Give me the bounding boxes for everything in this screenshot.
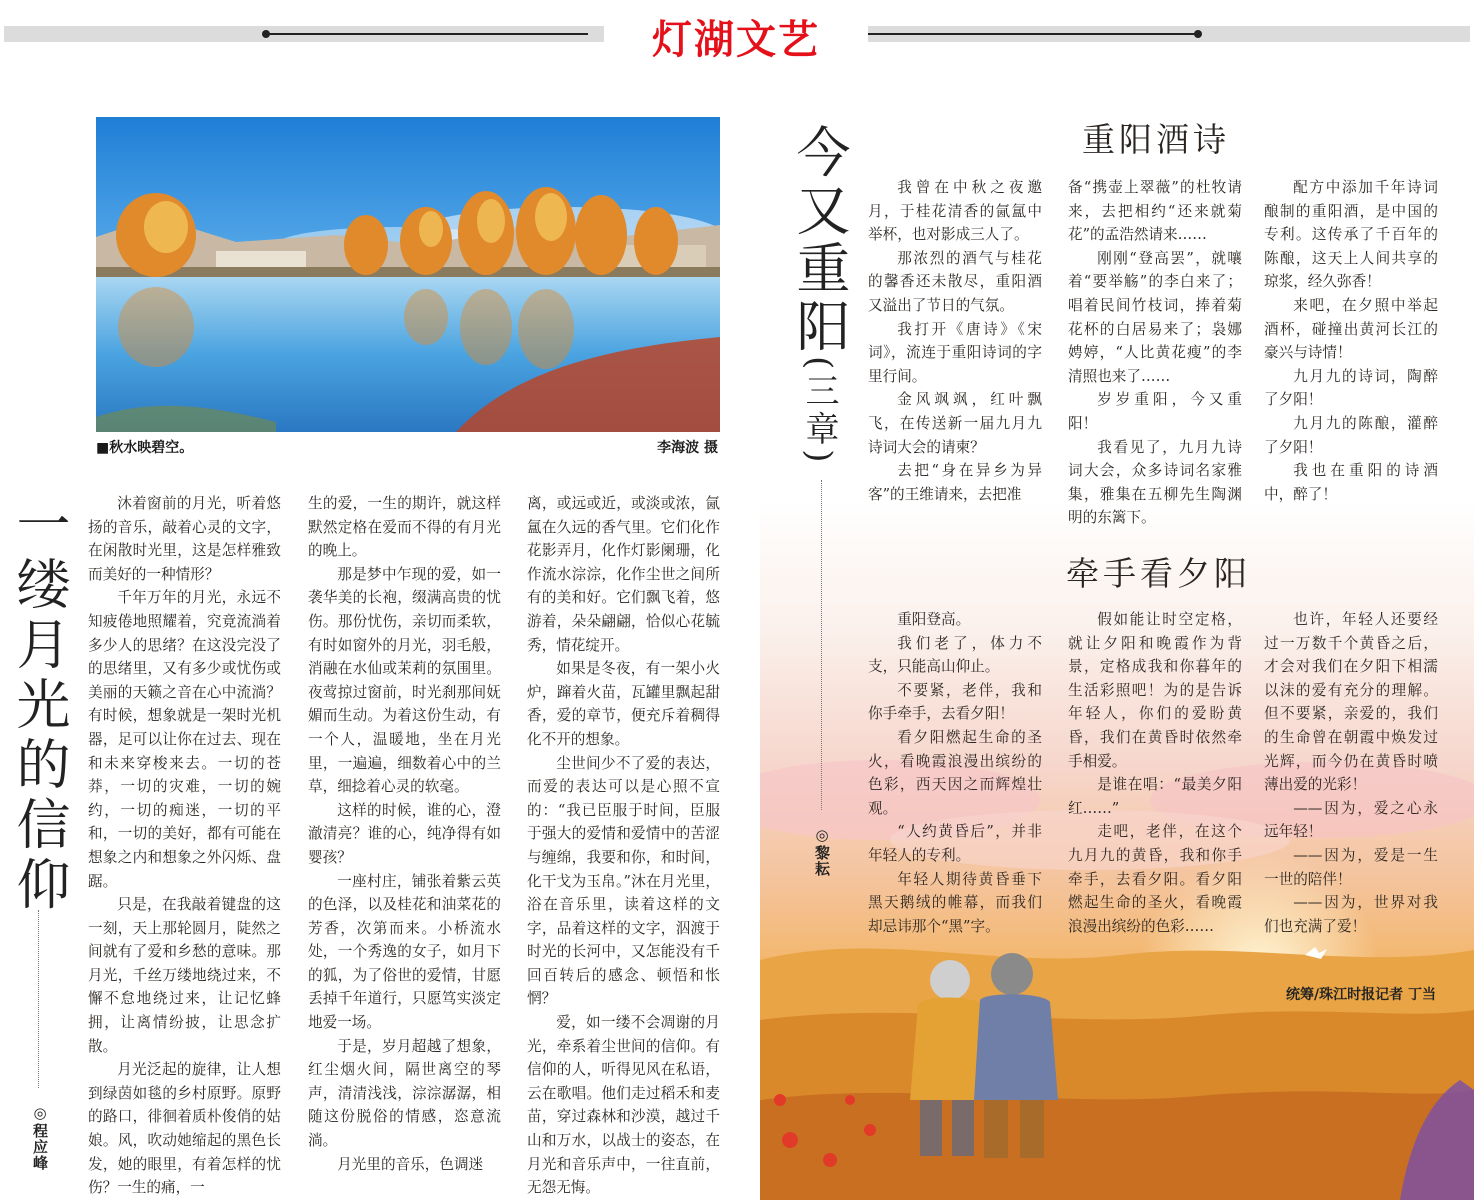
paragraph: 月光泛起的旋律，让人想到绿茵如毯的乡村原野。原野的路口，徘徊着质朴俊俏的姑娘。风，吹动她缩起的黑色长发，她的眼里，有着怎样的忧伤？一生的痛，一 bbox=[88, 1061, 281, 1197]
paragraph: 我看见了，九月九诗词大会，众多诗词名家雅集，雅集在五柳先生陶渊明的东篱下。 bbox=[1068, 438, 1242, 527]
poem1-column-3 bbox=[1264, 176, 1438, 506]
paragraph: 只是，在我敲着键盘的这一刻，天上那轮圆月，陡然之间就有了爱和乡愁的意味。那月光，千丝万缕地绕过来，不懈不怠地绕过来，让记忆蜂拥，让离情纷披，让思念扩散。 bbox=[88, 896, 281, 1055]
poem1-column-1 bbox=[868, 176, 1042, 506]
article1-column-1 bbox=[88, 492, 281, 1200]
paragraph: 去把“身在异乡为异客”的王维请来，去把准 bbox=[868, 462, 1042, 503]
paragraph: 我曾在中秋之夜邀月，于桂花清香的氤氲中举杯，也对影成三人了。 bbox=[868, 179, 1042, 244]
paragraph: 如果是冬夜，有一架小火炉，蹿着火苗，瓦罐里飘起甜香，爱的章节，便充斥着稠得化不开的想象。 bbox=[527, 660, 720, 748]
paragraph: 假如能让时空定格，就让夕阳和晚霞作为背景，定格成我和你暮年的生活彩照吧！为的是告诉年轻人，你们的爱盼黄昏，我们在黄昏时依然牵手相爱。 bbox=[1068, 611, 1242, 770]
paragraph: 是谁在唱：“最美夕阳红……” bbox=[1068, 776, 1242, 817]
poem2-column-2 bbox=[1068, 608, 1242, 938]
paragraph: 来吧，在夕照中举起酒杯，碰撞出黄河长江的豪兴与诗情！ bbox=[1264, 296, 1438, 362]
article1-column-3 bbox=[527, 492, 720, 1200]
article1-divider bbox=[38, 910, 39, 1088]
photo-caption: ■秋水映碧空。 bbox=[96, 440, 194, 456]
paragraph: 这样的时候，谁的心，澄澈清亮？谁的心，纯净得有如婴孩？ bbox=[308, 801, 501, 866]
article1-title: 一缕月光的信仰 bbox=[8, 496, 71, 916]
paragraph: 尘世间少不了爱的表达，而爱的表达可以是心照不宣的：“我已臣服于时间，臣服于强大的爱情和爱情中的苦涩与缠绵，我要和你，和时间，化干戈为玉帛。”沐在月光里，浴在音乐里，读着这样的文字，品着这样的文字，泅渡于时光的长河中，又怎能没有千回百转后的感念、顿悟和怅惘？ bbox=[527, 754, 720, 1008]
paragraph: 年轻人期待黄昏垂下黑天鹅绒的帷幕，而我们却忌讳那个“黑”字。 bbox=[868, 870, 1042, 935]
poem2-column-1 bbox=[868, 608, 1042, 938]
paragraph: 配方中添加千年诗词酿制的重阳酒，是中国的专利。这传承了千百年的陈酿，这天上人间共享的琼浆，经久弥香！ bbox=[1264, 179, 1438, 291]
article2-author: ◎黎耘 bbox=[813, 826, 831, 877]
article1-column-2 bbox=[308, 492, 501, 1176]
paragraph: 走吧，老伴，在这个九月九的黄昏，我和你手牵手，去看夕阳。看夕阳燃起生命的圣火，看晚霞浪漫出缤纷的色彩…… bbox=[1068, 823, 1242, 935]
paragraph: 于是，岁月超越了想象，红尘烟火间，隔世离空的琴声，清清浅浅，淙淙潺潺，相随这份脱俗的情感，恣意流淌。 bbox=[308, 1037, 501, 1150]
article2-title-text: 今又重阳 bbox=[788, 124, 851, 356]
poem2-title: 牵手看夕阳 bbox=[1066, 554, 1251, 593]
paragraph: 金风飒飒，红叶飘飞，在传送新一届九月九诗词大会的请柬？ bbox=[868, 391, 1042, 456]
masthead-rule-left bbox=[4, 26, 604, 42]
paragraph: 我也在重阳的诗酒中，醉了！ bbox=[1264, 462, 1438, 503]
paragraph: 离，或远或近，或淡或浓，氤氲在久远的香气里。它们化作花影弄月，化作灯影阑珊，化作流水淙淙，化作尘世之间所有的美和好。它们飘飞着，悠游着，朵朵翩翩，恰似心花毓秀，情花绽开。 bbox=[527, 495, 720, 654]
article2-subtitle: (三章) bbox=[799, 356, 839, 467]
paragraph: 月光里的音乐，色调迷 bbox=[337, 1155, 484, 1173]
paragraph: 那是梦中乍现的爱，如一袭华美的长袍，缀满高贵的忧伤。那份忧伤，亲切而柔软，有时如窗外的月光，羽毛般，消融在水仙或茉莉的氛围里。夜莺掠过窗前，时光刹那间妩媚而生动。为着这份生动，有一个人，温暖地，坐在月光里，一遍遍，细数着心中的兰草，细捻着心灵的软毫。 bbox=[308, 565, 501, 796]
article2-title bbox=[788, 124, 851, 467]
paragraph: 不要紧，老伴，我和你手牵手，去看夕阳！ bbox=[868, 681, 1042, 723]
paragraph: 九月九的陈酿，灌醉了夕阳！ bbox=[1264, 414, 1438, 456]
paragraph: 我打开《唐诗》《宋词》，流连于重阳诗词的字里行间。 bbox=[868, 320, 1042, 385]
paragraph: 岁岁重阳，今又重阳！ bbox=[1068, 391, 1242, 432]
poem2-column-3 bbox=[1264, 608, 1438, 938]
article2-divider bbox=[821, 480, 822, 810]
poem1-column-2 bbox=[1068, 176, 1242, 530]
photo-credit: 李海波 摄 bbox=[657, 440, 718, 456]
paragraph: ——因为，爱是一生一世的陪伴！ bbox=[1264, 846, 1438, 888]
paragraph: 刚刚“登高罢”，就嚷着“要举觞”的李白来了；唱着民间竹枝词，捧着菊花杯的白居易来了；袅娜娉婷，“人比黄花瘦”的李清照也来了…… bbox=[1068, 249, 1242, 385]
paragraph: 一座村庄，铺张着紫云英的色泽，以及桂花和油菜花的芳香，次第而来。小桥流水处，一个秀逸的女子，如月下的狐，为了俗世的爱情，甘愿丢掉千年道行，只愿笃实淡定地爱一场。 bbox=[308, 872, 501, 1032]
masthead-rule-right bbox=[868, 26, 1470, 42]
paragraph: 沐着窗前的月光，听着悠扬的音乐，敲着心灵的文字，在闲散时光里，这是怎样雅致而美好的一种情形？ bbox=[88, 495, 281, 583]
article1-author: ◎程应峰 bbox=[31, 1104, 49, 1171]
paragraph: 生的爱，一生的期许，就这样默然定格在爱而不得的有月光的晚上。 bbox=[308, 495, 501, 560]
paragraph: 重阳登高。 bbox=[897, 611, 971, 628]
paragraph: 那浓烈的酒气与桂花的馨香还未散尽，重阳酒又溢出了节日的气氛。 bbox=[868, 249, 1042, 314]
paragraph: 九月九的诗词，陶醉了夕阳！ bbox=[1264, 367, 1438, 409]
paragraph: ——因为，爱之心永远年轻！ bbox=[1264, 799, 1438, 841]
paragraph: “人约黄昏后”，并非年轻人的专利。 bbox=[868, 823, 1042, 864]
masthead-title: 灯湖文艺 bbox=[652, 17, 820, 63]
paragraph: 也许，年轻人还要经过一万数千个黄昏之后，才会对我们在夕阳下相濡以沫的爱有充分的理解。但不要紧，亲爱的，我们的生命曾在朝霞中焕发过光辉，而今仍在黄昏时喷薄出爱的光彩！ bbox=[1264, 611, 1438, 794]
paragraph: 看夕阳燃起生命的圣火，看晚霞浪漫出缤纷的色彩，西天因之而辉煌壮观。 bbox=[868, 728, 1042, 817]
editor-credit: 统筹/珠江时报记者 丁当 bbox=[1286, 987, 1436, 1003]
poem1-title: 重阳酒诗 bbox=[1082, 120, 1230, 159]
paragraph: 我们老了，体力不支，只能高山仰止。 bbox=[868, 634, 1042, 676]
landscape-photo bbox=[96, 117, 720, 432]
paragraph: 千年万年的月光，永远不知疲倦地照耀着，究竟流淌着多少人的思绪？在这没完没了的思绪里，又有多少或忧伤或美丽的天籁之音在心中流淌？有时候，想象就是一架时光机器，足可以让你在过去、现在和未来穿梭来去。一切的苍莽，一切的灾难，一切的婉约，一切的痴迷，一切的平和，一切的美好，都有可能在想象之内和想象之外闪烁、盘踞。 bbox=[88, 589, 281, 890]
paragraph: 爱，如一缕不会凋谢的月光，牵系着尘世间的信仰。有信仰的人，听得见风在私语，云在歌唱。他们走过稻禾和麦苗，穿过森林和沙漠，越过千山和万水，以战士的姿态，在月光和音乐声中，一往直前，无怨无悔。 bbox=[527, 1014, 720, 1197]
paragraph: 备“携壶上翠薇”的杜牧请来，去把相约“还来就菊花”的孟浩然请来…… bbox=[1068, 179, 1242, 244]
paragraph: ——因为，世界对我们也充满了爱！ bbox=[1264, 894, 1438, 935]
